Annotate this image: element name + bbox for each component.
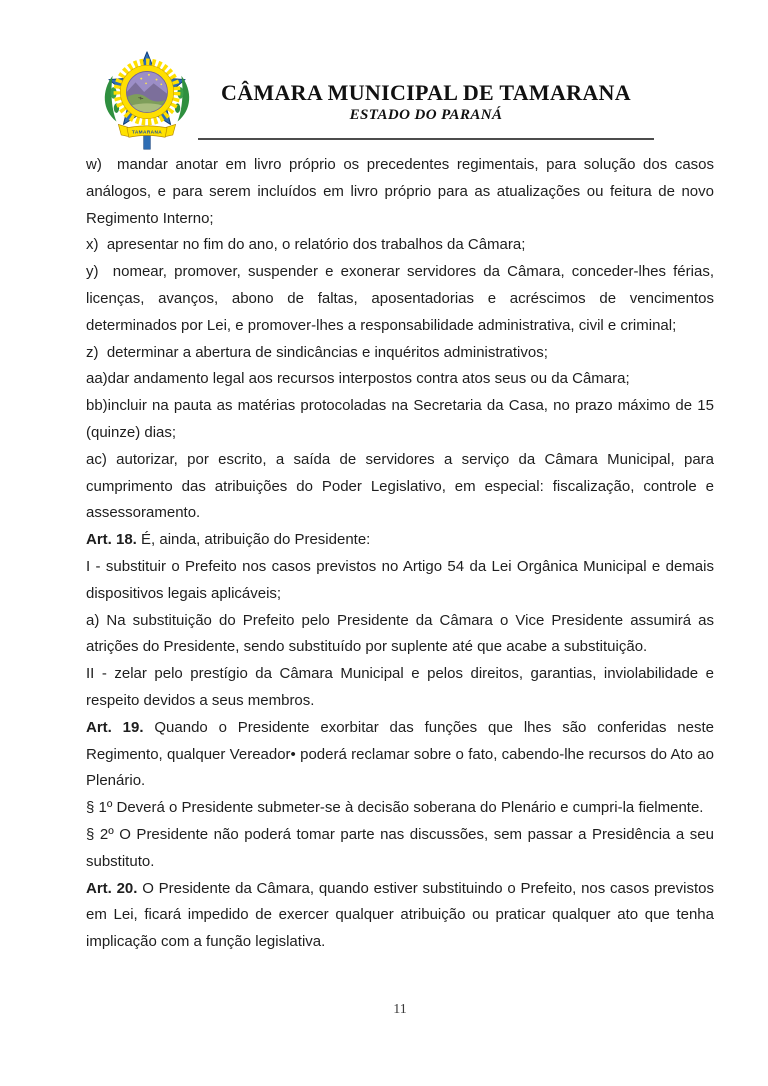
- article-label: Art. 19.: [86, 718, 144, 736]
- paragraph: [86, 795, 714, 822]
- header-divider: [198, 138, 654, 140]
- paragraph: [86, 232, 714, 259]
- paragraph: [86, 608, 714, 662]
- paragraph: [86, 393, 714, 447]
- article-label: Art. 20.: [86, 879, 138, 897]
- text-run: a) Na substituição do Prefeito pelo Presidente da Câmara o Vice Presidente assumirá as atrições do Presidente, sendo substituído por suplente até que acabe a substituição.: [86, 611, 714, 656]
- text-run: z) determinar a abertura de sindicâncias e inquéritos administrativos;: [86, 343, 548, 361]
- text-run: O Presidente da Câmara, quando estiver substituindo o Prefeito, nos casos previstos em Lei, ficará impedido de exercer qualquer atribuição ou praticar qualquer ato que tenha implicação com a função legislativa.: [86, 879, 714, 951]
- logo-ribbon-text: TAMARANA: [131, 130, 163, 136]
- paragraph: [86, 554, 714, 608]
- document-footer: [86, 1002, 714, 1018]
- page-number: 11: [393, 1002, 407, 1017]
- paragraph: [86, 259, 714, 339]
- paragraph: [86, 340, 714, 367]
- text-run: I - substituir o Prefeito nos casos previstos no Artigo 54 da Lei Orgânica Municipal e demais dispositivos legais aplicáveis;: [86, 557, 714, 602]
- text-run: II - zelar pelo prestígio da Câmara Municipal e pelos direitos, garantias, inviolabilidade e respeito devidos a seus membros.: [86, 665, 714, 709]
- paragraph: [86, 152, 714, 232]
- paragraph: [86, 715, 714, 795]
- text-run: É, ainda, atribuição do Presidente:: [136, 531, 371, 549]
- text-run: Quando o Presidente exorbitar das funções que lhes são conferidas neste Regimento, qualquer Vereador• poderá reclamar sobre o fato, cabendo-lhe recursos do Ato ao Plenário.: [86, 718, 714, 790]
- text-run: bb)incluir na pauta as matérias protocoladas na Secretaria da Casa, no prazo máximo de 15 (quinze) dias;: [86, 397, 714, 441]
- tamarana-crest-icon: [97, 49, 197, 154]
- article-label: Art. 18.: [86, 531, 137, 549]
- header-title: CÂMARA MUNICIPAL DE TAMARANA: [221, 80, 631, 105]
- text-run: ac) autorizar, por escrito, a saída de servidores a serviço da Câmara Municipal, para cumprimento das atribuições do Poder Legislativo, em especial: fiscalização, controle e assessoramento.: [86, 450, 714, 522]
- text-run: § 1º Deverá o Presidente submeter-se à decisão soberana do Plenário e cumpri-la fielmente.: [86, 799, 704, 817]
- text-run: y) nomear, promover, suspender e exonerar servidores da Câmara, conceder-lhes férias, licenças, avanços, abono de faltas, aposentadorias e acréscimos de vencimentos determinados por Lei, e promover-lhes a responsabilidade administrativa, civil e criminal;: [86, 263, 714, 334]
- text-run: w) mandar anotar em livro próprio os precedentes regimentais, para solução dos casos análogos, e para serem incluídos em livro próprio para as atualizações ou feitura de novo Regimento Interno;: [86, 156, 714, 227]
- paragraph: [86, 527, 714, 554]
- header-subtitle: ESTADO DO PARANÁ: [349, 107, 503, 123]
- text-run: aa)dar andamento legal aos recursos interpostos contra atos seus ou da Câmara;: [86, 370, 630, 388]
- text-run: x) apresentar no fim do ano, o relatório dos trabalhos da Câmara;: [86, 236, 526, 254]
- document-body: [86, 152, 714, 956]
- paragraph: [86, 822, 714, 876]
- paragraph: [86, 366, 714, 393]
- paragraph: [86, 876, 714, 956]
- coat-of-arms-logo: [97, 49, 197, 154]
- paragraph: [86, 661, 714, 715]
- paragraph: [86, 447, 714, 527]
- header-text-block: [198, 80, 654, 125]
- text-run: § 2º O Presidente não poderá tomar parte nas discussões, sem passar a Presidência a seu substituto.: [86, 825, 714, 870]
